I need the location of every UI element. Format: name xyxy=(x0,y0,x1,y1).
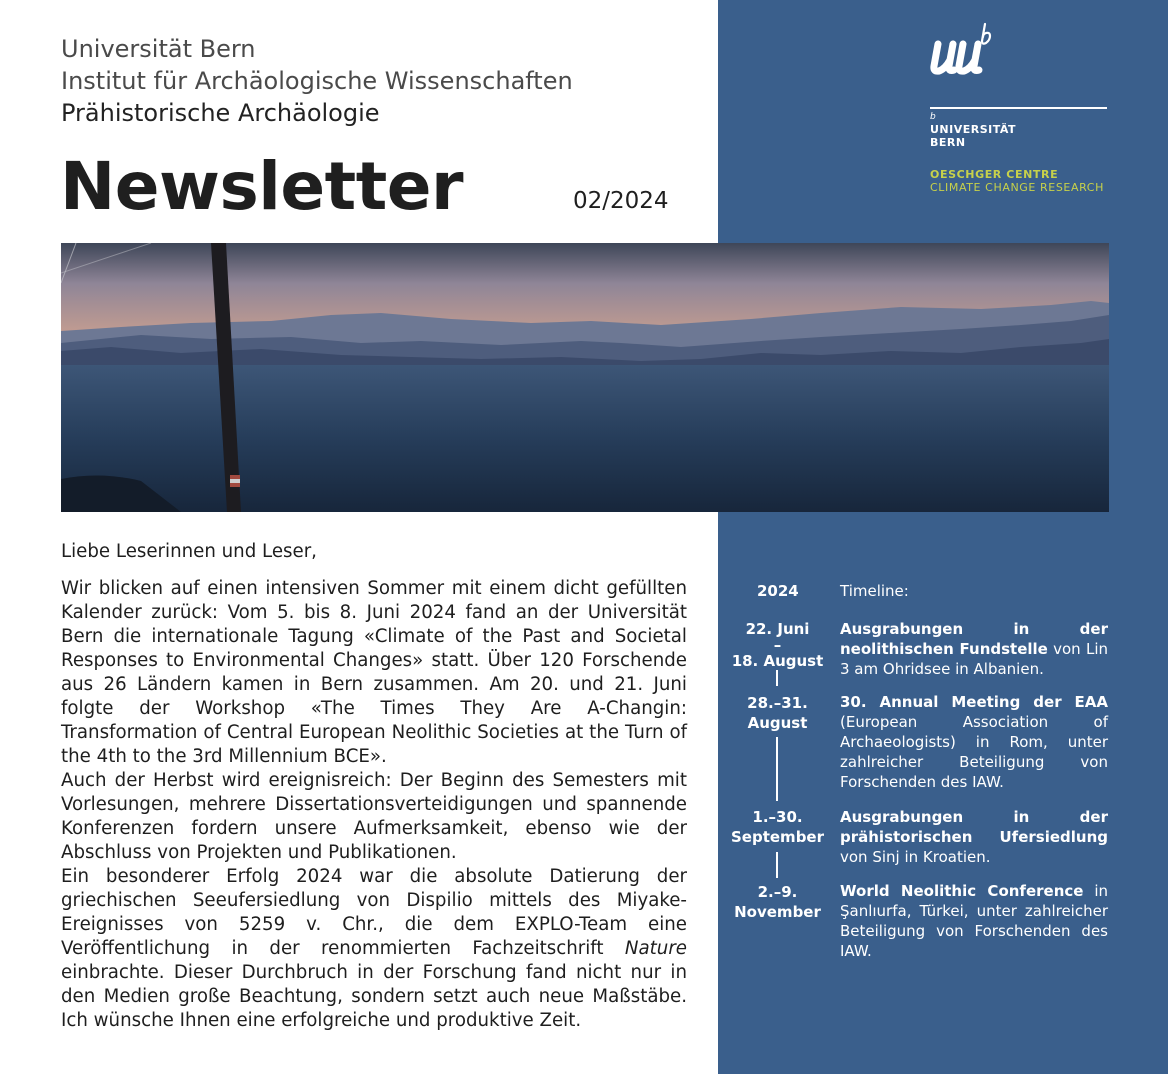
timeline-date-3 xyxy=(730,807,825,847)
timeline-event-1-bold: Ausgrabungen in der neolithischen Fundstelle xyxy=(840,620,1108,658)
timeline-event-2-rest: (European Association of Archaeologists) in Rom, unter zahlreicher Beteiligung von Forschenden des IAW. xyxy=(840,713,1108,791)
timeline-event-1-rest: von Lin 3 am Ohridsee in Albanien. xyxy=(840,640,1108,678)
timeline-event-3-rest: von Sinj in Kroatien. xyxy=(840,848,991,866)
timeline-event-2 xyxy=(840,692,1108,792)
timeline-date-3-start: 1.–30. xyxy=(752,808,803,826)
timeline-event-3 xyxy=(840,807,1108,867)
intro-paragraph-1: Wir blicken auf einen intensiven Sommer mit einem dicht gefüllten Kalender zurück: Vom 5. bis 8. Juni 2024 fand an der Universität Bern die internationale Tagung «Climate of the Past and Societal Responses to Environmental Changes» statt. Über 120 Forschende aus 26 Ländern kamen in Bern zusammen. Am 20. und 21. Juni folgte der Workshop «The Times They Are A-Changin: Transformation of Central European Neolithic Societies at the Turn of the 4th to the 3rd Millennium BCE». xyxy=(61,578,687,767)
unibe-wordmark xyxy=(930,112,1016,149)
timeline-date-1-end: 18. August xyxy=(731,652,824,670)
timeline-date-2-start: 28.–31. xyxy=(747,694,808,712)
timeline-date-3-end: September xyxy=(731,828,824,846)
timeline-event-2-bold: 30. Annual Meeting der EAA xyxy=(840,693,1108,711)
timeline-event-1 xyxy=(840,619,1108,679)
intro-paragraph-2: Auch der Herbst wird ereignisreich: Der Beginn des Semesters mit Vorlesungen, mehrere Dissertationsverteidigungen und spannende Konferenzen fordern unsere Aufmerksamkeit, ebenso wie der Abschluss von Projekten und Publikationen. xyxy=(61,770,687,863)
intro-paragraph-3b: einbrachte. Dieser Durchbruch in der Forschung fand nicht nur in den Medien große Beachtung, sondern setzt auch neue Maßstäbe. Ich wünsche Ihnen eine erfolgreiche und produktive Zeit. xyxy=(61,962,687,1031)
timeline-event-3-bold: Ausgrabungen in der prähistorischen Ufersiedlung xyxy=(840,808,1108,846)
timeline-year: 2024 xyxy=(757,582,799,600)
timeline-date-1 xyxy=(730,619,825,671)
wordmark-line1: UNIVERSITÄT xyxy=(930,123,1017,136)
oeschger-line1: OESCHGER CENTRE xyxy=(930,168,1059,181)
institute-name: Institut für Archäologische Wissenschaften xyxy=(61,67,573,95)
lake-landscape-photo xyxy=(61,243,1109,512)
timeline-event-4 xyxy=(840,881,1108,961)
timeline-event-4-bold: World Neolithic Conference xyxy=(840,882,1084,900)
logo-divider xyxy=(930,107,1107,109)
intro-paragraph-3a: Ein besonderer Erfolg 2024 war die absolute Datierung der griechischen Seeufersiedlung von Dispilio mittels des Miyake-Ereignisses von 5259 v. Chr., die dem EXPLO-Team eine Veröffentlichung in der renommierten Fachzeitschrift xyxy=(61,866,687,959)
timeline-date-1-dash: – xyxy=(773,636,782,654)
timeline-title: Timeline: xyxy=(840,582,909,600)
page-title: Newsletter xyxy=(60,148,464,225)
wordmark-line2: BERN xyxy=(930,136,966,149)
greeting: Liebe Leserinnen und Leser, xyxy=(61,541,317,562)
timeline-connector xyxy=(776,670,778,686)
editorial-text xyxy=(61,540,687,1033)
timeline-date-4 xyxy=(730,882,825,922)
issue-number: 02/2024 xyxy=(573,188,669,214)
intro-paragraph-3 xyxy=(61,865,687,1033)
timeline-date-4-start: 2.–9. xyxy=(757,883,798,901)
timeline-connector xyxy=(776,737,778,801)
timeline-date-2 xyxy=(730,693,825,733)
oeschger-centre-label xyxy=(930,168,1104,194)
oeschger-line2: CLIMATE CHANGE RESEARCH xyxy=(930,181,1104,194)
timeline-date-4-end: November xyxy=(734,903,821,921)
timeline-date-2-end: August xyxy=(747,714,808,732)
department-name: Prähistorische Archäologie xyxy=(61,99,380,127)
timeline-event-4-rest: in Şanlıurfa, Türkei, unter zahlreicher Beteiligung von Forschenden des IAW. xyxy=(840,882,1108,960)
unibe-logo-icon xyxy=(930,22,1000,82)
wordmark-b: b xyxy=(930,112,937,122)
journal-name: Nature xyxy=(624,938,687,959)
timeline-connector xyxy=(776,852,778,878)
university-name: Universität Bern xyxy=(61,35,256,63)
timeline-date-1-start: 22. Juni xyxy=(745,620,810,638)
masthead xyxy=(61,33,573,129)
